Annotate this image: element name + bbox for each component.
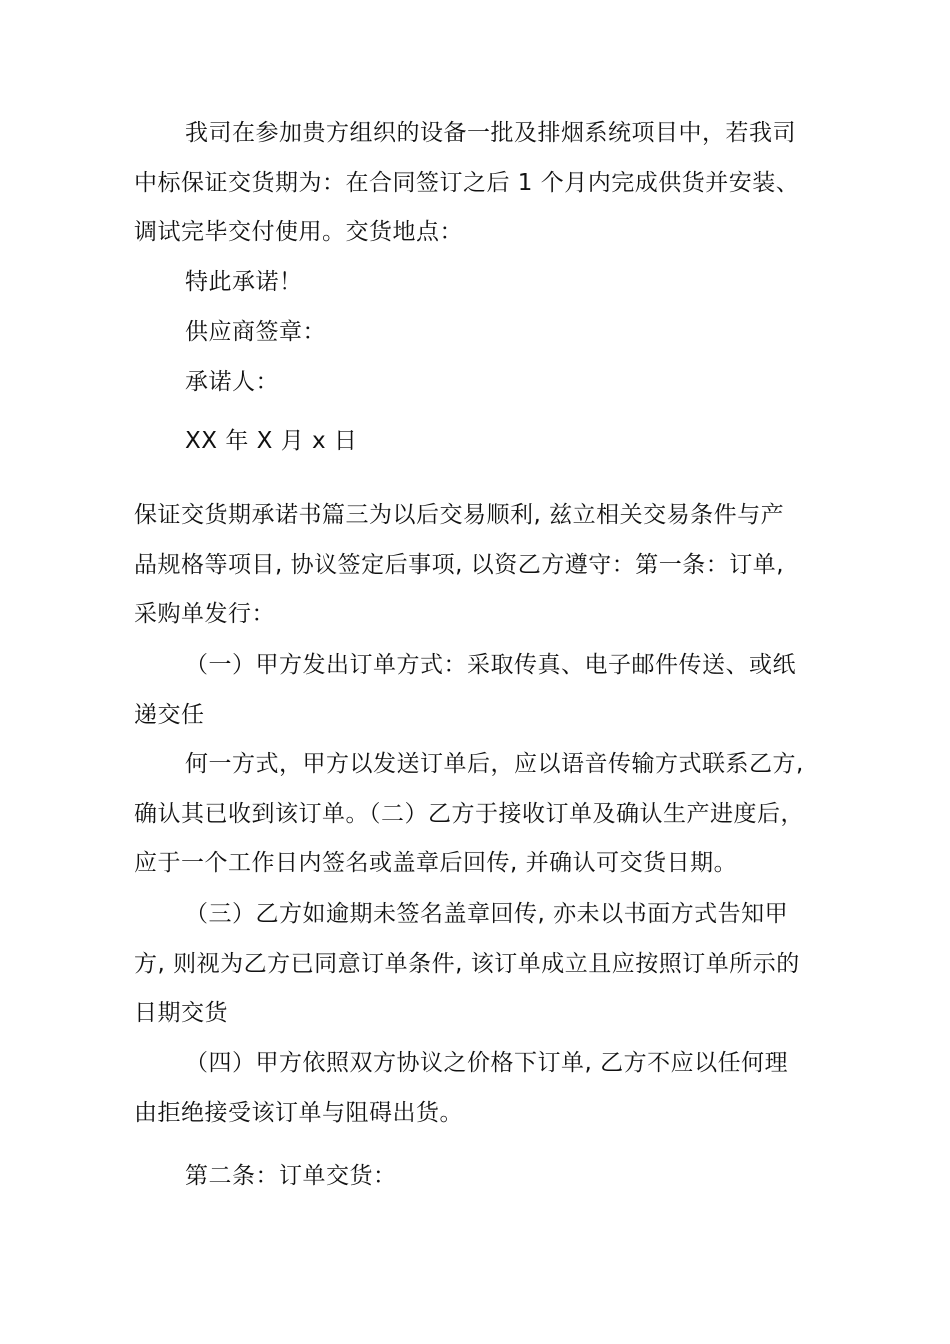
- paragraph-line: 中标保证交货期为：在合同签订之后 1 个月内完成供货并安装、: [134, 170, 800, 196]
- paragraph-line: （一）甲方发出订单方式：采取传真、电子邮件传送、或纸: [185, 652, 796, 678]
- paragraph-line: 我司在参加贵方组织的设备一批及排烟系统项目中，若我司: [185, 120, 796, 146]
- paragraph-line: 品规格等项目, 协议签定后事项, 以资乙方遵守：第一条：订单,: [134, 552, 785, 578]
- date-line: XX 年 X 月 x 日: [185, 428, 358, 454]
- paragraph-line: 保证交货期承诺书篇三为以后交易顺利, 兹立相关交易条件与产: [134, 502, 785, 528]
- paragraph-line: 确认其已收到该订单。（二）乙方于接收订单及确认生产进度后，: [134, 801, 804, 827]
- promisor-label: 承诺人：: [185, 369, 279, 395]
- signature-label: 供应商签章：: [185, 319, 326, 345]
- paragraph-line: 何一方式，甲方以发送订单后，应以语音传输方式联系乙方,: [185, 751, 804, 777]
- paragraph-line: 特此承诺！: [185, 269, 303, 295]
- paragraph-line: 递交任: [134, 702, 205, 728]
- paragraph-line: 应于一个工作日内签名或盖章后回传, 并确认可交货日期。: [134, 850, 738, 876]
- paragraph-line: 采购单发行：: [134, 601, 275, 627]
- paragraph-line: 调试完毕交付使用。交货地点：: [134, 219, 463, 245]
- paragraph-line: （三）乙方如逾期未签名盖章回传, 亦未以书面方式告知甲: [185, 901, 789, 927]
- paragraph-line: 由拒绝接受该订单与阻碍出货。: [134, 1100, 463, 1126]
- paragraph-line: （四）甲方依照双方协议之价格下订单, 乙方不应以任何理: [185, 1050, 789, 1076]
- section-heading: 第二条：订单交货：: [185, 1163, 397, 1189]
- paragraph-line: 日期交货: [134, 1000, 228, 1026]
- paragraph-line: 方, 则视为乙方已同意订单条件, 该订单成立且应按照订单所示的: [134, 951, 800, 977]
